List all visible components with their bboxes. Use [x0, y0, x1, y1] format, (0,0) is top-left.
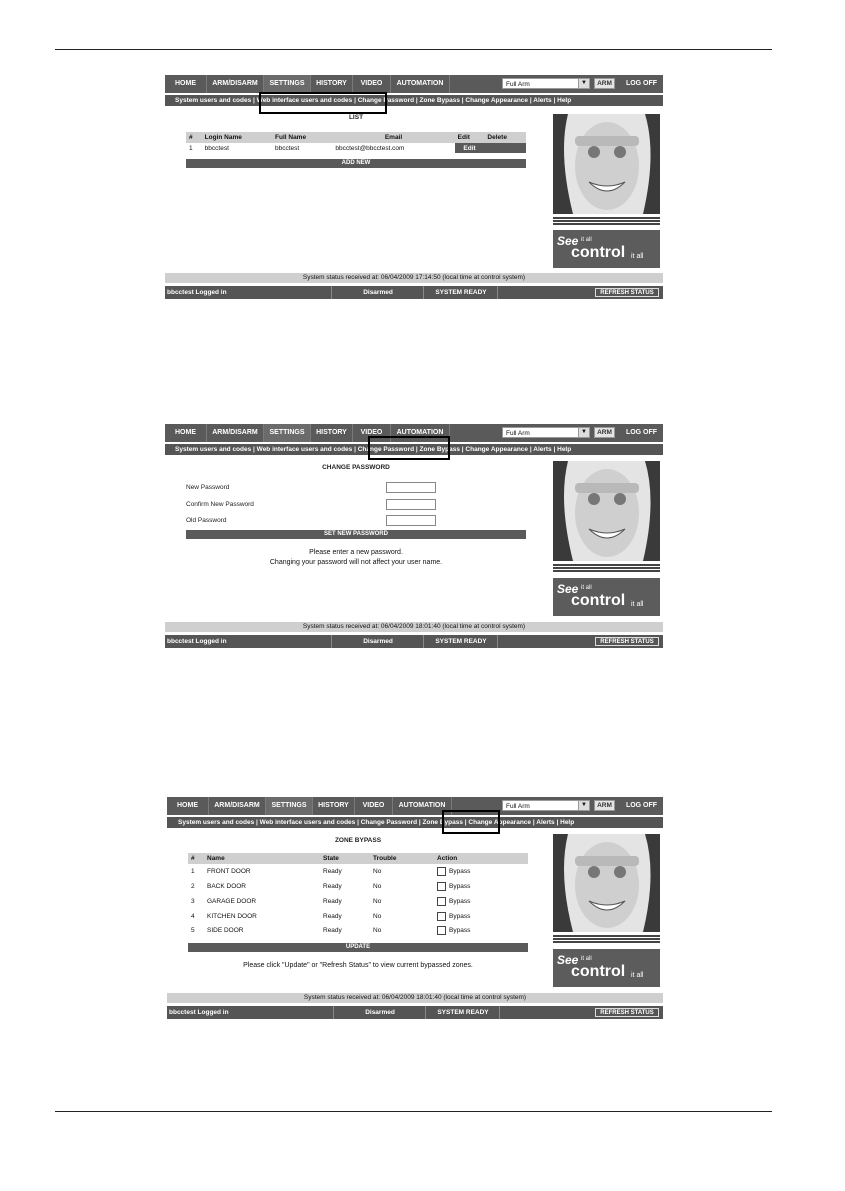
cell-number: 5: [191, 926, 195, 934]
col-login-name: Login Name: [202, 132, 272, 143]
nav-home[interactable]: HOME: [165, 424, 207, 442]
refresh-status-button[interactable]: REFRESH STATUS: [595, 637, 659, 646]
nav-arm-disarm[interactable]: ARM/DISARM: [207, 424, 264, 442]
status-line: System status received at: 06/04/2009 18:01:40 (local time at control system): [167, 993, 663, 1003]
bypass-checkbox[interactable]: [434, 924, 528, 936]
cell-login-name: bbcctest: [204, 144, 229, 152]
logo-see: See: [557, 953, 579, 967]
confirm-password-field[interactable]: [386, 499, 436, 510]
bypass-message: Please click "Update" or "Refresh Status" to view current bypassed zones.: [243, 962, 473, 969]
system-ready-status: SYSTEM READY: [425, 1006, 500, 1019]
cell-state: Ready: [323, 868, 342, 875]
nav-home[interactable]: HOME: [165, 75, 207, 93]
log-off-button[interactable]: LOG OFF: [625, 80, 658, 87]
chevron-down-icon: ▼: [578, 428, 589, 437]
subnav-separator: |: [528, 97, 534, 104]
nav-automation[interactable]: AUTOMATION: [391, 75, 450, 93]
table-row: [188, 894, 528, 909]
password-message-1: Please enter a new password.: [309, 549, 403, 556]
bypass-label: Bypass: [449, 926, 471, 934]
logo-it-all-2: it all: [631, 253, 644, 260]
face-image: [553, 114, 660, 214]
subnav-alerts[interactable]: Alerts: [533, 446, 552, 453]
logo-it-all: it all: [581, 956, 592, 962]
checkbox-icon: [437, 926, 446, 935]
status-bar: [165, 635, 663, 648]
status-bar: [167, 1006, 663, 1019]
table-row: [188, 909, 528, 924]
nav-history[interactable]: HISTORY: [313, 797, 355, 815]
cell-name: KITCHEN DOOR: [207, 913, 257, 920]
see-it-all-logo: [553, 949, 660, 987]
nav-video[interactable]: VIDEO: [353, 75, 391, 93]
sub-nav-bar: [165, 95, 663, 106]
nav-automation[interactable]: AUTOMATION: [391, 424, 450, 442]
status-spacer: [497, 635, 498, 648]
old-password-field[interactable]: [386, 515, 436, 526]
bypass-label: Bypass: [449, 883, 471, 891]
nav-video[interactable]: VIDEO: [353, 424, 391, 442]
logo-see: See: [557, 234, 579, 248]
nav-history[interactable]: HISTORY: [311, 424, 353, 442]
nav-arm-disarm[interactable]: ARM/DISARM: [209, 797, 266, 815]
subnav-change-appearance[interactable]: Change Appearance: [465, 446, 529, 453]
subnav-web-users[interactable]: Web interface users and codes: [256, 446, 353, 453]
bypass-checkbox[interactable]: [434, 879, 528, 894]
subnav-change-appearance[interactable]: Change Appearance: [468, 819, 532, 826]
zone-table: [188, 853, 528, 936]
log-off-button[interactable]: LOG OFF: [625, 802, 658, 809]
subnav-help[interactable]: Help: [557, 446, 572, 453]
col-delete: Delete: [484, 132, 526, 143]
decor-stripes: [553, 935, 660, 946]
disarmed-status: Disarmed: [331, 286, 424, 299]
col-trouble: Trouble: [370, 853, 434, 864]
logo-control: control: [571, 592, 626, 609]
bottom-rule: [55, 1111, 772, 1112]
status-spacer: [499, 1006, 500, 1019]
subnav-separator: |: [551, 446, 558, 453]
top-nav-bar: [165, 75, 663, 93]
table-row: [186, 143, 526, 153]
subnav-system-users[interactable]: System users and codes: [175, 97, 252, 104]
subnav-separator: |: [459, 97, 466, 104]
cell-state: Ready: [323, 898, 342, 905]
cell-number: 1: [189, 144, 193, 152]
sub-nav-bar: [167, 817, 663, 828]
delete-cell: [484, 143, 526, 153]
highlight-box: [256, 92, 387, 114]
cell-trouble: No: [373, 926, 382, 934]
add-new-button[interactable]: ADD NEW: [186, 159, 526, 168]
subnav-separator: |: [528, 446, 534, 453]
cell-number: 2: [191, 883, 195, 890]
subnav-help[interactable]: Help: [557, 97, 572, 104]
bypass-label: Bypass: [449, 898, 471, 906]
woman-photo: [553, 114, 660, 214]
checkbox-icon: [437, 912, 446, 921]
arm-mode-select[interactable]: [502, 78, 590, 89]
subnav-separator: |: [459, 446, 466, 453]
page-title: CHANGE PASSWORD: [322, 464, 390, 471]
checkbox-icon: [437, 867, 446, 876]
bypass-label: Bypass: [449, 913, 471, 921]
bypass-checkbox[interactable]: [434, 894, 528, 909]
logged-in-text: bbcctest Logged in: [169, 1009, 229, 1016]
subnav-system-users[interactable]: System users and codes: [178, 819, 255, 826]
subnav-change-appearance[interactable]: Change Appearance: [465, 97, 529, 104]
update-button[interactable]: UPDATE: [188, 943, 528, 952]
cell-name: SIDE DOOR: [207, 926, 244, 934]
cell-trouble: No: [373, 883, 382, 890]
subnav-separator: |: [551, 97, 558, 104]
subnav-zone-bypass[interactable]: Zone Bypass: [422, 819, 463, 826]
users-table: [186, 132, 526, 153]
subnav-change-password[interactable]: Change Password: [357, 97, 415, 104]
face-image: [553, 461, 660, 561]
status-line: System status received at: 06/04/2009 18:01:40 (local time at control system): [165, 622, 663, 632]
cell-name: GARAGE DOOR: [207, 898, 257, 905]
logo-control: control: [571, 963, 626, 980]
page-title: LIST: [348, 114, 364, 121]
subnav-web-users[interactable]: Web interface users and codes: [256, 97, 353, 104]
nav-arm-disarm[interactable]: ARM/DISARM: [207, 75, 264, 93]
status-line: System status received at: 06/04/2009 17:14:50 (local time at control system): [165, 273, 663, 283]
highlight-box: [368, 436, 450, 460]
col-edit: Edit: [455, 132, 485, 143]
status-spacer: [497, 286, 498, 299]
checkbox-icon: [437, 897, 446, 906]
see-it-all-logo: [553, 230, 660, 268]
disarmed-status: Disarmed: [333, 1006, 426, 1019]
cell-number: 3: [191, 898, 195, 905]
subnav-separator: |: [352, 446, 358, 453]
cell-trouble: No: [373, 868, 382, 875]
subnav-separator: |: [414, 446, 420, 453]
subnav-alerts[interactable]: Alerts: [536, 819, 555, 826]
nav-home[interactable]: HOME: [167, 797, 209, 815]
subnav-zone-bypass[interactable]: Zone Bypass: [419, 97, 460, 104]
top-rule: [55, 49, 772, 50]
arm-mode-value: Full Arm: [506, 803, 530, 810]
logo-see: See: [557, 582, 579, 596]
subnav-separator: |: [251, 446, 257, 453]
top-nav-bar: [167, 797, 663, 815]
face-image: [553, 834, 660, 932]
logo-it-all-2: it all: [631, 972, 644, 979]
cell-full-name: bbcctest: [275, 144, 300, 152]
subnav-separator: |: [554, 819, 561, 826]
subnav-separator: |: [417, 819, 423, 826]
logo-it-all: it all: [581, 237, 592, 243]
cell-state: Ready: [323, 883, 342, 890]
subnav-separator: |: [414, 97, 420, 104]
system-ready-status: SYSTEM READY: [423, 635, 498, 648]
nav-settings[interactable]: SETTINGS: [264, 75, 311, 93]
col-number: #: [188, 853, 204, 864]
col-full-name: Full Name: [272, 132, 332, 143]
refresh-status-button[interactable]: REFRESH STATUS: [595, 288, 659, 297]
logged-in-text: bbcctest Logged in: [167, 638, 227, 645]
logo-control: control: [571, 244, 626, 261]
subnav-separator: |: [251, 97, 257, 104]
subnav-web-users[interactable]: Web interface users and codes: [259, 819, 356, 826]
col-name: Name: [204, 853, 320, 864]
logged-in-text: bbcctest Logged in: [167, 289, 227, 296]
woman-photo: [553, 834, 660, 932]
confirm-password-label: Confirm New Password: [186, 501, 254, 508]
nav-history[interactable]: HISTORY: [311, 75, 353, 93]
page-title: ZONE BYPASS: [334, 837, 382, 844]
bypass-label: Bypass: [449, 868, 471, 876]
col-action: Action: [434, 853, 528, 864]
cell-name: BACK DOOR: [207, 883, 247, 890]
cell-number: 4: [191, 913, 195, 920]
logo-it-all: it all: [581, 585, 592, 591]
cell-email: bbcctest@bbcctest.com: [335, 144, 405, 152]
screenshot-change-password: [165, 424, 663, 650]
old-password-label: Old Password: [186, 517, 227, 524]
subnav-separator: |: [462, 819, 469, 826]
arm-mode-select[interactable]: [502, 427, 590, 438]
checkbox-icon: [437, 882, 446, 891]
arm-button[interactable]: ARM: [594, 800, 615, 811]
subnav-separator: |: [352, 97, 358, 104]
chevron-down-icon: ▼: [578, 801, 589, 810]
table-row: [188, 924, 528, 936]
woman-photo: [553, 461, 660, 561]
decor-stripes: [553, 564, 660, 575]
table-header-row: [188, 853, 528, 864]
subnav-alerts[interactable]: Alerts: [533, 97, 552, 104]
table-row: [188, 864, 528, 879]
status-bar: [165, 286, 663, 299]
disarmed-status: Disarmed: [331, 635, 424, 648]
chevron-down-icon: ▼: [578, 79, 589, 88]
bypass-checkbox[interactable]: [434, 909, 528, 924]
edit-button[interactable]: Edit: [455, 143, 485, 153]
cell-trouble: No: [373, 898, 382, 905]
subnav-change-password[interactable]: Change Password: [360, 819, 418, 826]
screenshot-zone-bypass: [167, 797, 663, 1021]
refresh-status-button[interactable]: REFRESH STATUS: [595, 1008, 659, 1017]
subnav-system-users[interactable]: System users and codes: [175, 446, 252, 453]
logo-it-all-2: it all: [631, 601, 644, 608]
subnav-zone-bypass[interactable]: Zone Bypass: [419, 446, 460, 453]
subnav-separator: |: [531, 819, 537, 826]
decor-stripes: [553, 217, 660, 228]
arm-mode-value: Full Arm: [506, 81, 530, 88]
col-state: State: [320, 853, 370, 864]
cell-trouble: No: [373, 913, 382, 920]
col-number: #: [186, 132, 202, 143]
subnav-separator: |: [355, 819, 361, 826]
new-password-field[interactable]: [386, 482, 436, 493]
cell-state: Ready: [323, 913, 342, 920]
nav-video[interactable]: VIDEO: [355, 797, 393, 815]
subnav-change-password[interactable]: Change Password: [357, 446, 415, 453]
new-password-label: New Password: [186, 484, 230, 491]
set-new-password-button[interactable]: SET NEW PASSWORD: [186, 530, 526, 539]
screenshot-user-list: [165, 75, 663, 301]
col-email: Email: [332, 132, 454, 143]
arm-button[interactable]: ARM: [594, 427, 615, 438]
cell-number: 1: [191, 868, 195, 875]
nav-settings[interactable]: SETTINGS: [266, 797, 313, 815]
subnav-separator: |: [254, 819, 260, 826]
password-message-2: Changing your password will not affect your user name.: [269, 559, 443, 566]
nav-automation[interactable]: AUTOMATION: [393, 797, 452, 815]
highlight-box: [442, 810, 500, 834]
bypass-checkbox[interactable]: [434, 864, 528, 879]
arm-button[interactable]: ARM: [594, 78, 615, 89]
arm-mode-value: Full Arm: [506, 430, 530, 437]
system-ready-status: SYSTEM READY: [423, 286, 498, 299]
table-header-row: [186, 132, 526, 143]
arm-mode-select[interactable]: [502, 800, 590, 811]
subnav-help[interactable]: Help: [560, 819, 575, 826]
nav-settings[interactable]: SETTINGS: [264, 424, 311, 442]
cell-name: FRONT DOOR: [207, 868, 251, 875]
log-off-button[interactable]: LOG OFF: [625, 429, 658, 436]
cell-state: Ready: [323, 926, 342, 934]
table-row: [188, 879, 528, 894]
see-it-all-logo: [553, 578, 660, 616]
